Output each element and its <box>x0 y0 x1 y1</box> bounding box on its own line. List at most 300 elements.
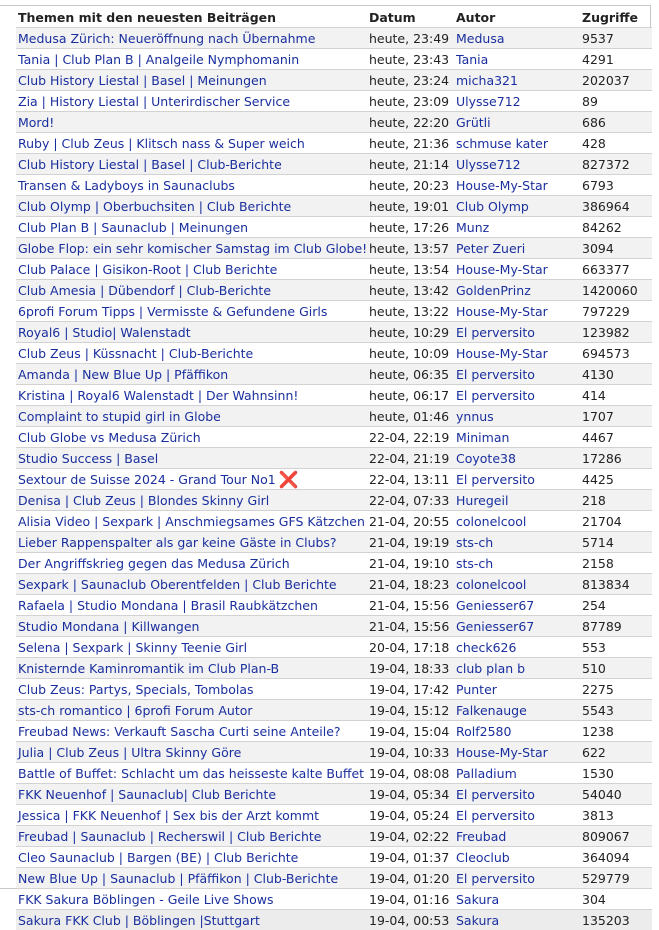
author-link[interactable]: Sakura <box>456 892 499 907</box>
author-link[interactable]: Miniman <box>456 430 509 445</box>
topic-cell <box>16 595 367 616</box>
table-row <box>16 826 652 847</box>
topic-cell <box>16 826 367 847</box>
topic-link[interactable]: Battle of Buffet: Schlacht um das heisseste kalte Buffet <box>18 766 364 781</box>
author-link[interactable]: El perversito <box>456 787 535 802</box>
table-row <box>16 133 652 154</box>
author-cell <box>454 70 580 91</box>
topic-link[interactable]: Club History Liestal | Basel | Meinungen <box>18 73 267 88</box>
topic-cell <box>16 784 367 805</box>
header-date: Datum <box>367 7 454 28</box>
author-cell <box>454 217 580 238</box>
topic-cell <box>16 343 367 364</box>
topic-cell <box>16 721 367 742</box>
topic-cell <box>16 553 367 574</box>
topic-date: 19-04, 01:37 <box>367 847 454 868</box>
topic-date: 19-04, 08:08 <box>367 763 454 784</box>
topic-date: 19-04, 01:20 <box>367 868 454 889</box>
topic-date: 21-04, 20:55 <box>367 511 454 532</box>
topic-link[interactable]: Club Palace | Gisikon-Root | Club Berichte <box>18 262 277 277</box>
author-link[interactable]: Falkenauge <box>456 703 527 718</box>
topic-cell <box>16 805 367 826</box>
author-cell <box>454 238 580 259</box>
author-link[interactable]: Peter Zueri <box>456 241 525 256</box>
table-row <box>16 91 652 112</box>
author-cell <box>454 133 580 154</box>
author-cell <box>454 427 580 448</box>
topic-date: 21-04, 15:56 <box>367 595 454 616</box>
view-count: 364094 <box>580 847 652 868</box>
author-link[interactable]: Medusa <box>456 31 505 46</box>
view-count: 4467 <box>580 427 652 448</box>
author-link[interactable]: check626 <box>456 640 516 655</box>
table-row <box>16 427 652 448</box>
table-row <box>16 469 652 490</box>
table-row <box>16 112 652 133</box>
topic-date: 21-04, 19:19 <box>367 532 454 553</box>
author-cell <box>454 868 580 889</box>
topic-link[interactable]: Freubad | Saunaclub | Recherswil | Club Berichte <box>18 829 321 844</box>
topic-link[interactable]: Club Zeus: Partys, Specials, Tombolas <box>18 682 254 697</box>
topic-date: 21-04, 15:56 <box>367 616 454 637</box>
topic-link[interactable]: Club Plan B | Saunaclub | Meinungen <box>18 220 248 235</box>
topic-cell <box>16 448 367 469</box>
view-count: 428 <box>580 133 652 154</box>
topic-date: 21-04, 18:23 <box>367 574 454 595</box>
author-link[interactable]: micha321 <box>456 73 518 88</box>
topic-cell <box>16 112 367 133</box>
view-count: 135203 <box>580 910 652 930</box>
topic-link[interactable]: Freubad News: Verkauft Sascha Curti seine Anteile? <box>18 724 341 739</box>
view-count: 3813 <box>580 805 652 826</box>
author-cell <box>454 49 580 70</box>
author-link[interactable]: sts-ch <box>456 556 493 571</box>
table-row <box>16 217 652 238</box>
author-cell <box>454 511 580 532</box>
table-row <box>16 637 652 658</box>
author-link[interactable]: Club Olymp <box>456 199 529 214</box>
view-count: 6793 <box>580 175 652 196</box>
author-cell <box>454 448 580 469</box>
topic-link[interactable]: Sakura FKK Club | Böblingen |Stuttgart <box>18 913 260 928</box>
view-count: 254 <box>580 595 652 616</box>
table-row <box>16 763 652 784</box>
view-count: 89 <box>580 91 652 112</box>
author-link[interactable]: Freubad <box>456 829 506 844</box>
topic-link[interactable]: Der Angriffskrieg gegen das Medusa Zürich <box>18 556 290 571</box>
author-cell <box>454 784 580 805</box>
topic-date: heute, 22:20 <box>367 112 454 133</box>
topic-cell <box>16 532 367 553</box>
topic-link[interactable]: Club History Liestal | Basel | Club-Berichte <box>18 157 282 172</box>
topic-cell <box>16 70 367 91</box>
view-count: 809067 <box>580 826 652 847</box>
view-count: 21704 <box>580 511 652 532</box>
topic-date: 19-04, 10:33 <box>367 742 454 763</box>
topic-date: heute, 21:36 <box>367 133 454 154</box>
topic-date: heute, 13:22 <box>367 301 454 322</box>
table-row <box>16 889 652 910</box>
topic-cell <box>16 511 367 532</box>
view-count: 553 <box>580 637 652 658</box>
author-cell <box>454 658 580 679</box>
topic-link[interactable]: 6profi Forum Tipps | Vermisste & Gefundene Girls <box>18 304 327 319</box>
author-cell <box>454 889 580 910</box>
topic-link[interactable]: Medusa Zürich: Neueröffnung nach Übernahme <box>18 31 315 46</box>
topic-cell <box>16 385 367 406</box>
table-row <box>16 553 652 574</box>
author-cell <box>454 763 580 784</box>
topic-cell <box>16 637 367 658</box>
topic-cell <box>16 49 367 70</box>
header-views: Zugriffe <box>580 7 652 28</box>
author-link[interactable]: Sakura <box>456 913 499 928</box>
topic-link[interactable]: Complaint to stupid girl in Globe <box>18 409 221 424</box>
author-link[interactable]: Rolf2580 <box>456 724 511 739</box>
topic-cell <box>16 238 367 259</box>
table-row <box>16 175 652 196</box>
view-count: 87789 <box>580 616 652 637</box>
author-cell <box>454 91 580 112</box>
topic-cell <box>16 364 367 385</box>
topic-link[interactable]: Studio Success | Basel <box>18 451 158 466</box>
topic-link[interactable]: Sexpark | Saunaclub Oberentfelden | Club Berichte <box>18 577 337 592</box>
topic-date: heute, 06:17 <box>367 385 454 406</box>
author-link[interactable]: Geniesser67 <box>456 598 534 613</box>
author-link[interactable]: Tania <box>456 52 488 67</box>
topic-cell <box>16 322 367 343</box>
author-cell <box>454 805 580 826</box>
author-cell <box>454 196 580 217</box>
view-count: 386964 <box>580 196 652 217</box>
table-row <box>16 280 652 301</box>
view-count: 54040 <box>580 784 652 805</box>
author-link[interactable]: El perversito <box>456 871 535 886</box>
view-count: 529779 <box>580 868 652 889</box>
table-row <box>16 490 652 511</box>
topic-date: 19-04, 17:42 <box>367 679 454 700</box>
author-cell <box>454 469 580 490</box>
author-link[interactable]: Huregeil <box>456 493 508 508</box>
view-count: 2275 <box>580 679 652 700</box>
author-link[interactable]: colonelcool <box>456 577 526 592</box>
topic-link[interactable]: Rafaela | Studio Mondana | Brasil Raubkätzchen <box>18 598 318 613</box>
topic-date: heute, 21:14 <box>367 154 454 175</box>
author-link[interactable]: colonelcool <box>456 514 526 529</box>
view-count: 5543 <box>580 700 652 721</box>
table-row <box>16 448 652 469</box>
topic-cell <box>16 28 367 49</box>
author-link[interactable]: Grütli <box>456 115 491 130</box>
topic-link[interactable]: Sextour de Suisse 2024 - Grand Tour No1 <box>18 472 276 487</box>
table-row <box>16 847 652 868</box>
topic-cell <box>16 679 367 700</box>
topic-cell <box>16 889 367 910</box>
author-link[interactable]: Munz <box>456 220 489 235</box>
author-cell <box>454 637 580 658</box>
topic-link[interactable]: Lieber Rappenspalter als gar keine Gäste in Clubs? <box>18 535 337 550</box>
topic-cell <box>16 259 367 280</box>
topic-link[interactable]: Globe Flop: ein sehr komischer Samstag im Club Globe! <box>18 241 367 256</box>
topic-date: 19-04, 00:53 <box>367 910 454 930</box>
view-count: 813834 <box>580 574 652 595</box>
table-row <box>16 406 652 427</box>
topic-cell <box>16 280 367 301</box>
view-count: 218 <box>580 490 652 511</box>
table-body <box>16 28 652 930</box>
table-row <box>16 679 652 700</box>
topic-cell <box>16 427 367 448</box>
table-row <box>16 721 652 742</box>
topic-link[interactable]: Mord! <box>18 115 54 130</box>
view-count: 797229 <box>580 301 652 322</box>
red-x-icon: ❌ <box>279 470 299 489</box>
header-topic: Themen mit den neuesten Beiträgen <box>16 7 367 28</box>
topic-link[interactable]: Club Globe vs Medusa Zürich <box>18 430 201 445</box>
view-count: 1707 <box>580 406 652 427</box>
topic-cell <box>16 574 367 595</box>
topic-link[interactable]: Ruby | Club Zeus | Klitsch nass & Super weich <box>18 136 305 151</box>
author-cell <box>454 721 580 742</box>
topic-date: 19-04, 05:24 <box>367 805 454 826</box>
author-link[interactable]: House-My-Star <box>456 178 548 193</box>
view-count: 4130 <box>580 364 652 385</box>
topic-date: 19-04, 15:12 <box>367 700 454 721</box>
table-row <box>16 700 652 721</box>
table-row <box>16 364 652 385</box>
author-cell <box>454 826 580 847</box>
topic-link[interactable]: Denisa | Club Zeus | Blondes Skinny Girl <box>18 493 269 508</box>
view-count: 5714 <box>580 532 652 553</box>
author-cell <box>454 175 580 196</box>
topic-link[interactable]: Knisternde Kaminromantik im Club Plan-B <box>18 661 279 676</box>
topic-link[interactable]: Zia | History Liestal | Unterirdischer Service <box>18 94 290 109</box>
topic-link[interactable]: Julia | Club Zeus | Ultra Skinny Göre <box>18 745 241 760</box>
view-count: 686 <box>580 112 652 133</box>
table-row <box>16 322 652 343</box>
view-count: 9537 <box>580 28 652 49</box>
topic-date: heute, 13:57 <box>367 238 454 259</box>
topic-link[interactable]: Studio Mondana | Killwangen <box>18 619 199 634</box>
view-count: 17286 <box>580 448 652 469</box>
table-row <box>16 574 652 595</box>
header-author: Autor <box>454 7 580 28</box>
author-link[interactable]: El perversito <box>456 325 535 340</box>
author-link[interactable]: Coyote38 <box>456 451 516 466</box>
topic-cell <box>16 490 367 511</box>
view-count: 3094 <box>580 238 652 259</box>
topic-date: heute, 10:09 <box>367 343 454 364</box>
view-count: 123982 <box>580 322 652 343</box>
author-link[interactable]: GoldenPrinz <box>456 283 531 298</box>
view-count: 663377 <box>580 259 652 280</box>
topic-date: 19-04, 15:04 <box>367 721 454 742</box>
topic-date: 19-04, 01:16 <box>367 889 454 910</box>
table-row <box>16 805 652 826</box>
topic-link[interactable]: Cleo Saunaclub | Bargen (BE) | Club Berichte <box>18 850 298 865</box>
view-count: 1420060 <box>580 280 652 301</box>
topic-link[interactable]: Club Olymp | Oberbuchsiten | Club Berichte <box>18 199 291 214</box>
author-cell <box>454 301 580 322</box>
author-link[interactable]: House-My-Star <box>456 262 548 277</box>
topic-date: heute, 23:43 <box>367 49 454 70</box>
author-cell <box>454 322 580 343</box>
author-link[interactable]: House-My-Star <box>456 745 548 760</box>
view-count: 694573 <box>580 343 652 364</box>
topic-cell <box>16 868 367 889</box>
topic-date: heute, 20:23 <box>367 175 454 196</box>
topic-date: heute, 19:01 <box>367 196 454 217</box>
author-link[interactable]: ynnus <box>456 409 494 424</box>
topic-cell <box>16 700 367 721</box>
author-cell <box>454 700 580 721</box>
topic-cell <box>16 196 367 217</box>
topic-link[interactable]: FKK Sakura Böblingen - Geile Live Shows <box>18 892 273 907</box>
topic-date: heute, 13:54 <box>367 259 454 280</box>
topic-cell <box>16 301 367 322</box>
author-link[interactable]: Ulysse712 <box>456 157 521 172</box>
author-cell <box>454 385 580 406</box>
author-link[interactable]: sts-ch <box>456 535 493 550</box>
author-link[interactable]: Cleoclub <box>456 850 510 865</box>
view-count: 84262 <box>580 217 652 238</box>
topic-cell <box>16 469 367 490</box>
table-row <box>16 532 652 553</box>
topic-cell <box>16 910 367 930</box>
topic-date: heute, 23:49 <box>367 28 454 49</box>
topic-link[interactable]: New Blue Up | Saunaclub | Pfäffikon | Club-Berichte <box>18 871 338 886</box>
author-link[interactable]: El perversito <box>456 472 535 487</box>
topic-date: 21-04, 19:10 <box>367 553 454 574</box>
topic-link[interactable]: Tania | Club Plan B | Analgeile Nymphomanin <box>18 52 299 67</box>
topic-link[interactable]: FKK Neuenhof | Saunaclub| Club Berichte <box>18 787 276 802</box>
topic-link[interactable]: Royal6 | Studio| Walenstadt <box>18 325 191 340</box>
topic-link[interactable]: sts-ch romantico | 6profi Forum Autor <box>18 703 253 718</box>
author-cell <box>454 259 580 280</box>
view-count: 1238 <box>580 721 652 742</box>
topic-date: 22-04, 22:19 <box>367 427 454 448</box>
table-row <box>16 658 652 679</box>
table-row <box>16 910 652 930</box>
topic-date: heute, 10:29 <box>367 322 454 343</box>
table-row <box>16 70 652 91</box>
topic-cell <box>16 847 367 868</box>
author-link[interactable]: Ulysse712 <box>456 94 521 109</box>
topic-date: heute, 23:09 <box>367 91 454 112</box>
topic-link[interactable]: Selena | Sexpark | Skinny Teenie Girl <box>18 640 247 655</box>
author-cell <box>454 595 580 616</box>
author-link[interactable]: club plan b <box>456 661 525 676</box>
author-cell <box>454 280 580 301</box>
author-cell <box>454 742 580 763</box>
topic-cell <box>16 154 367 175</box>
view-count: 4291 <box>580 49 652 70</box>
author-link[interactable]: Punter <box>456 682 497 697</box>
topic-cell <box>16 133 367 154</box>
author-link[interactable]: House-My-Star <box>456 346 548 361</box>
table-row <box>16 616 652 637</box>
topic-link[interactable]: Club Amesia | Dübendorf | Club-Berichte <box>18 283 271 298</box>
author-cell <box>454 616 580 637</box>
view-count: 304 <box>580 889 652 910</box>
view-count: 827372 <box>580 154 652 175</box>
topic-date: heute, 06:35 <box>367 364 454 385</box>
author-cell <box>454 847 580 868</box>
topic-cell <box>16 175 367 196</box>
table-row <box>16 154 652 175</box>
author-link[interactable]: schmuse kater <box>456 136 548 151</box>
author-cell <box>454 490 580 511</box>
topic-cell <box>16 217 367 238</box>
view-count: 2158 <box>580 553 652 574</box>
view-count: 4425 <box>580 469 652 490</box>
topic-link[interactable]: Kristina | Royal6 Walenstadt | Der Wahnsinn! <box>18 388 298 403</box>
author-cell <box>454 343 580 364</box>
topic-date: heute, 17:26 <box>367 217 454 238</box>
author-cell <box>454 679 580 700</box>
author-cell <box>454 553 580 574</box>
author-cell <box>454 112 580 133</box>
author-cell <box>454 574 580 595</box>
author-link[interactable]: El perversito <box>456 388 535 403</box>
view-count: 510 <box>580 658 652 679</box>
author-link[interactable]: El perversito <box>456 808 535 823</box>
topic-date: 19-04, 02:22 <box>367 826 454 847</box>
topic-link[interactable]: Club Zeus | Küssnacht | Club-Berichte <box>18 346 253 361</box>
author-link[interactable]: Palladium <box>456 766 517 781</box>
author-cell <box>454 910 580 930</box>
view-count: 414 <box>580 385 652 406</box>
table-row <box>16 28 652 49</box>
table-row <box>16 385 652 406</box>
author-link[interactable]: House-My-Star <box>456 304 548 319</box>
topic-cell <box>16 91 367 112</box>
table-row <box>16 343 652 364</box>
topic-link[interactable]: Jessica | FKK Neuenhof | Sex bis der Arzt kommt <box>18 808 319 823</box>
topic-date: 19-04, 18:33 <box>367 658 454 679</box>
table-row <box>16 595 652 616</box>
table-row <box>16 868 652 889</box>
topic-link[interactable]: Transen & Ladyboys in Saunaclubs <box>18 178 235 193</box>
table-row <box>16 49 652 70</box>
view-count: 1530 <box>580 763 652 784</box>
author-cell <box>454 154 580 175</box>
author-link[interactable]: Geniesser67 <box>456 619 534 634</box>
table-row <box>16 742 652 763</box>
topic-cell <box>16 763 367 784</box>
latest-topics-table <box>16 7 652 930</box>
table-row <box>16 259 652 280</box>
author-cell <box>454 28 580 49</box>
table-row <box>16 196 652 217</box>
topic-date: heute, 23:24 <box>367 70 454 91</box>
topic-cell <box>16 658 367 679</box>
topic-link[interactable]: Alisia Video | Sexpark | Anschmiegsames GFS Kätzchen <box>18 514 365 529</box>
topic-link[interactable]: Amanda | New Blue Up | Pfäffikon <box>18 367 228 382</box>
topic-date: heute, 01:46 <box>367 406 454 427</box>
table-row <box>16 238 652 259</box>
table-row <box>16 301 652 322</box>
author-cell <box>454 532 580 553</box>
table-row <box>16 511 652 532</box>
topic-date: 22-04, 21:19 <box>367 448 454 469</box>
author-link[interactable]: El perversito <box>456 367 535 382</box>
author-cell <box>454 406 580 427</box>
view-count: 202037 <box>580 70 652 91</box>
topic-date: 19-04, 05:34 <box>367 784 454 805</box>
topic-date: 22-04, 13:11 <box>367 469 454 490</box>
topic-date: heute, 13:42 <box>367 280 454 301</box>
